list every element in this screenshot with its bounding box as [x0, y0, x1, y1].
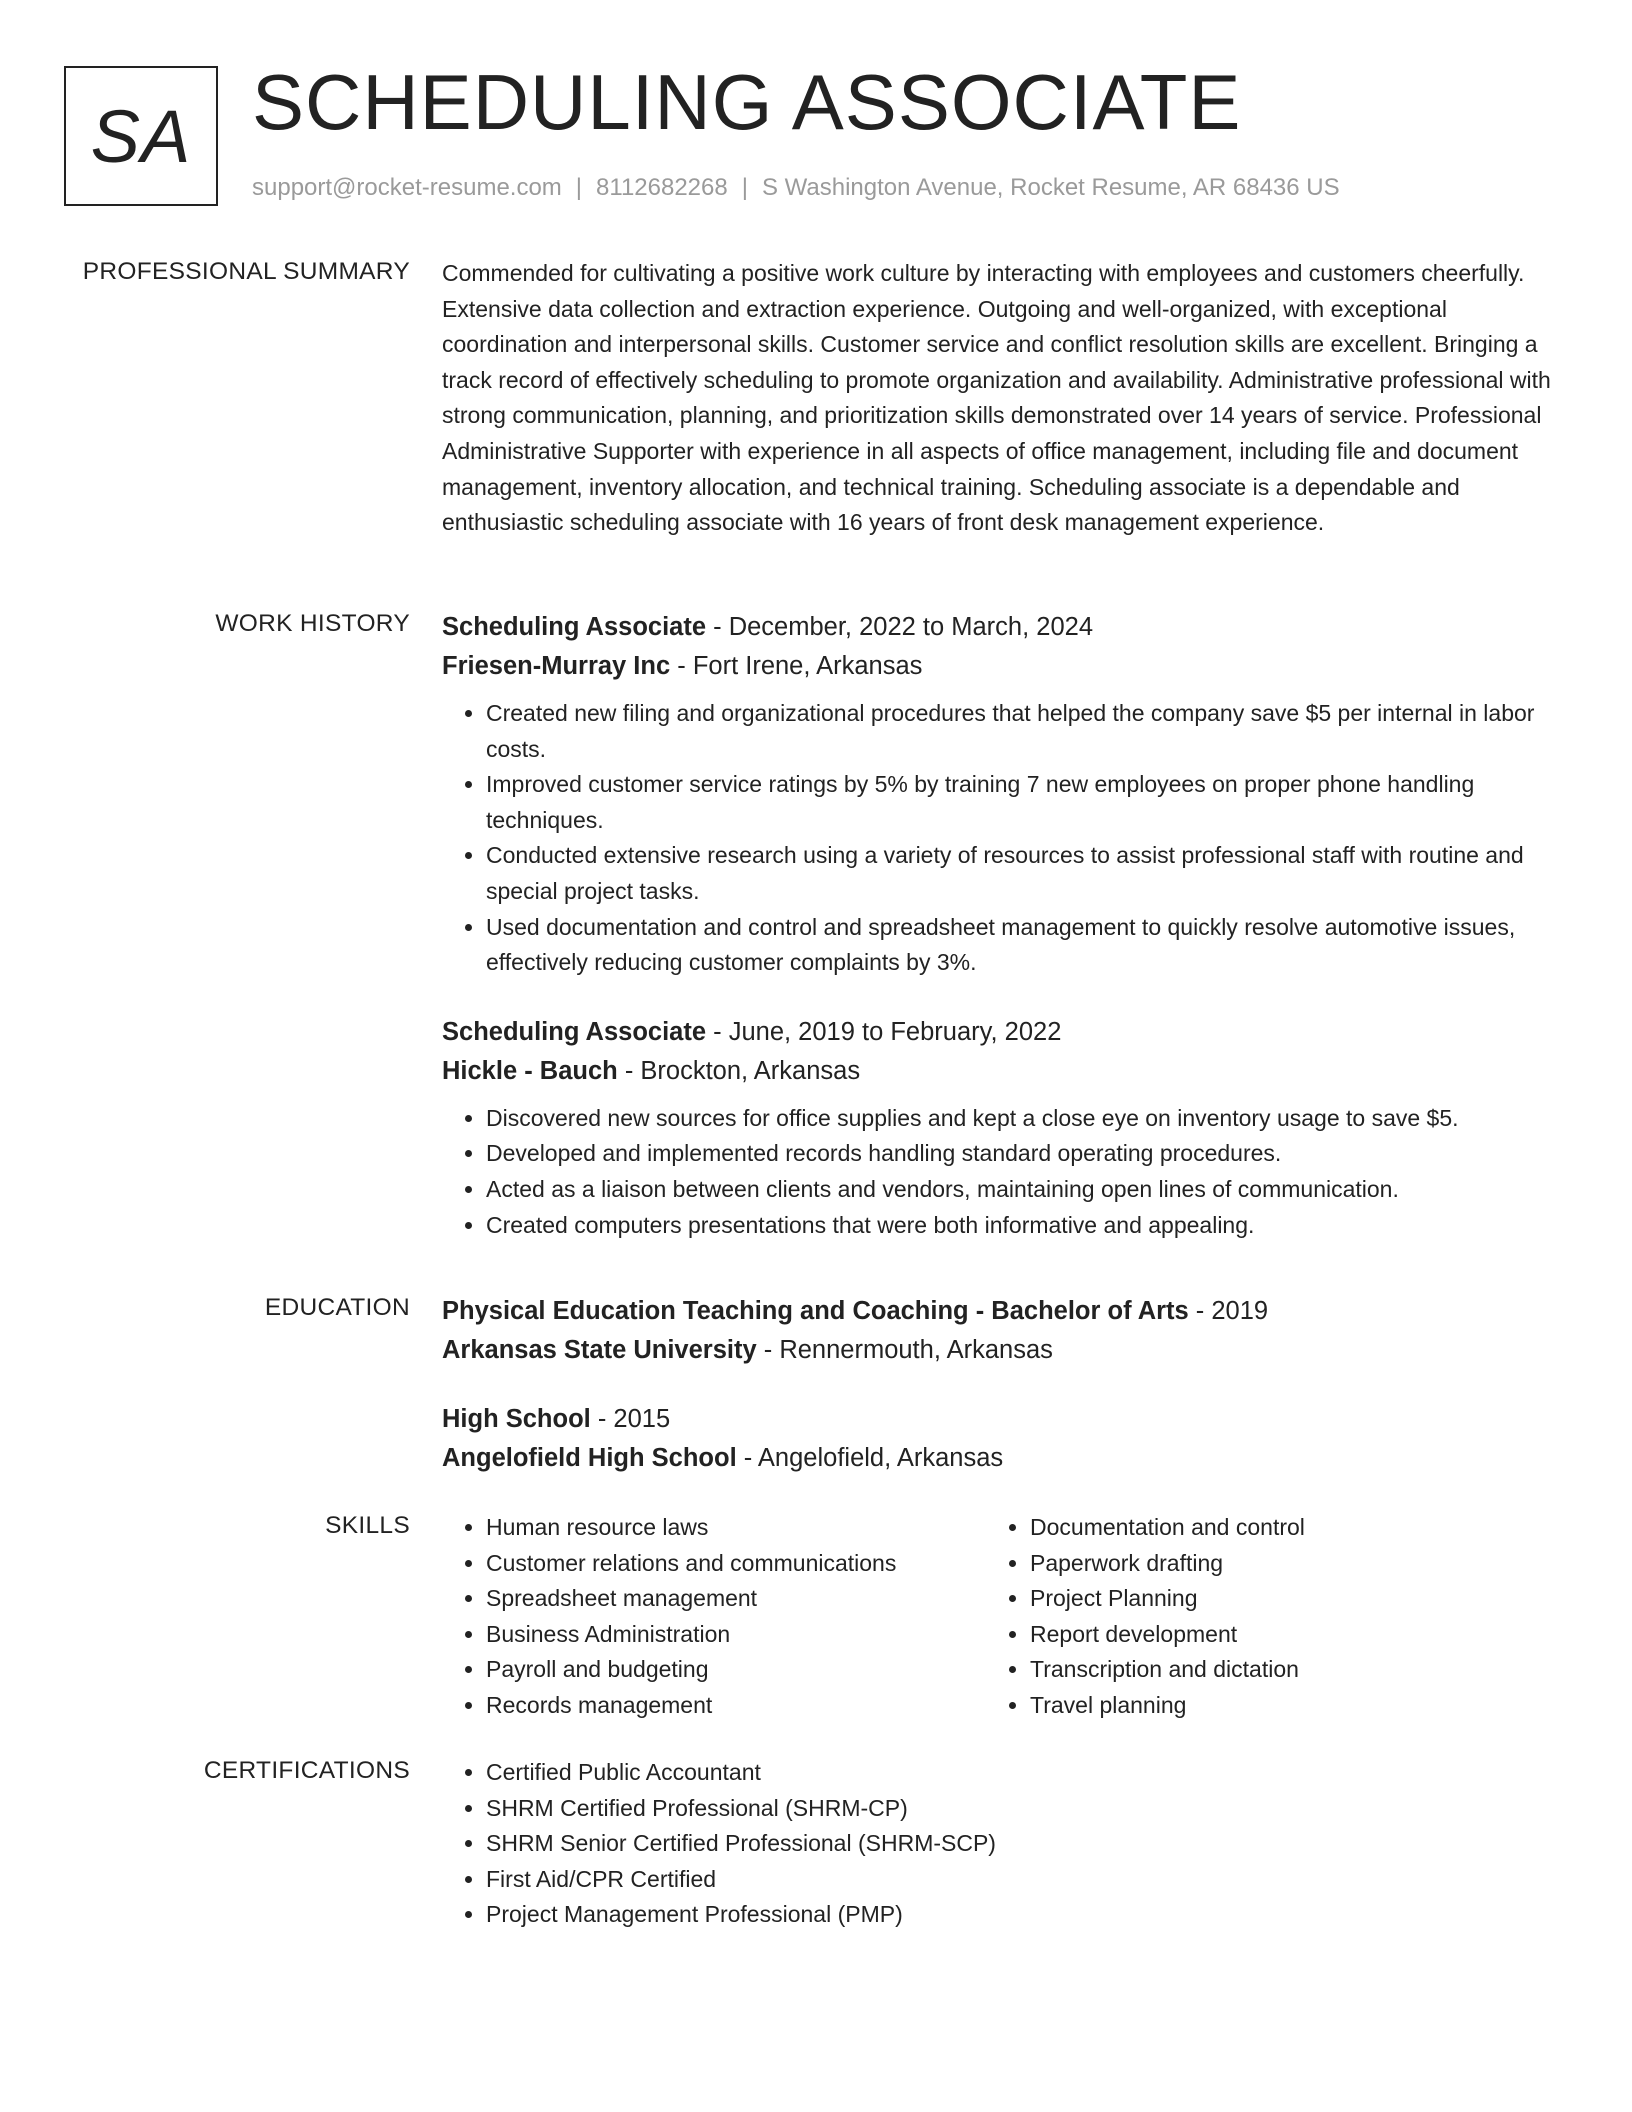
skill-item: • Transcription and dictation	[1030, 1652, 1486, 1688]
skill-item: • Documentation and control	[1030, 1510, 1486, 1546]
job-dates: - December, 2022 to March, 2024	[706, 613, 1094, 641]
education-degree-line	[442, 1400, 1552, 1439]
contact-line	[252, 172, 1340, 204]
job-entry	[442, 1013, 1552, 1243]
skill-item: • Report development	[1030, 1617, 1486, 1653]
education-degree-line	[442, 1292, 1552, 1331]
contact-separator: |	[575, 174, 583, 201]
job-location: - Fort Irene, Arkansas	[670, 652, 923, 680]
education-entry	[442, 1292, 1552, 1370]
job-bullet: • Created new filing and organizational procedures that helped the company save $5 per internal in labor costs.	[486, 696, 1552, 767]
section-label-education: EDUCATION	[264, 1294, 410, 1321]
contact-address: S Washington Avenue, Rocket Resume, AR 68436 US	[761, 174, 1340, 201]
summary-text: Commended for cultivating a positive work culture by interacting with employees and customers cheerfully. Extensive data collection and extraction experience. Outgoing and well-organized, with exceptional coordination and interpersonal skills. Customer service and conflict resolution skills are excellent. Bringing a track record of effectively scheduling to promote organization and availability. Administrative professional with strong communication, planning, and prioritization skills demonstrated over 14 years of service. Professional Administrative Supporter with experience in all aspects of office management, including file and document management, inventory allocation, and technical training. Scheduling associate is a dependable and enthusiastic scheduling associate with 16 years of front desk management experience.	[442, 260, 1551, 536]
education-location: - Angelofield, Arkansas	[736, 1444, 1004, 1472]
job-bullets	[442, 696, 1552, 981]
skill-item: • Project Planning	[1030, 1581, 1486, 1617]
certification-item: • SHRM Senior Certified Professional (SHRM-SCP)	[486, 1826, 1552, 1862]
monogram-text: SA	[90, 94, 192, 178]
work-history-body	[442, 608, 1552, 1243]
job-location: - Brockton, Arkansas	[617, 1056, 861, 1085]
monogram-badge	[64, 66, 218, 206]
contact-email: support@rocket-resume.com	[252, 174, 562, 201]
job-title: Scheduling Associate	[442, 613, 707, 641]
job-company-line	[442, 1052, 1552, 1091]
contact-phone: 8112682268	[596, 174, 728, 201]
skills-column-left	[442, 1510, 986, 1724]
education-year: - 2019	[1188, 1297, 1269, 1325]
skill-item: • Travel planning	[1030, 1688, 1486, 1724]
certification-item: • Certified Public Accountant	[486, 1755, 1552, 1791]
contact-separator: |	[741, 174, 748, 201]
job-company-line	[442, 647, 1552, 686]
job-company: Hickle - Bauch	[442, 1056, 618, 1085]
job-bullet: • Developed and implemented records handling standard operating procedures.	[486, 1136, 1552, 1172]
skill-item: • Paperwork drafting	[1030, 1546, 1486, 1582]
skill-item: • Business Administration	[486, 1617, 986, 1653]
job-title-line	[442, 608, 1552, 647]
education-body	[442, 1292, 1552, 1478]
job-bullet: • Acted as a liaison between clients and vendors, maintaining open lines of communication.	[486, 1172, 1552, 1208]
job-bullet: • Discovered new sources for office supplies and kept a close eye on inventory usage to save $5.	[486, 1101, 1552, 1137]
skills-body	[442, 1510, 1552, 1724]
job-title-line	[442, 1013, 1552, 1052]
education-school-line	[442, 1331, 1552, 1370]
certification-item: • SHRM Certified Professional (SHRM-CP)	[486, 1791, 1552, 1827]
job-bullet: • Created computers presentations that were both informative and appealing.	[486, 1208, 1552, 1244]
section-label-certifications: CERTIFICATIONS	[203, 1757, 410, 1784]
section-label-summary: PROFESSIONAL SUMMARY	[82, 258, 410, 285]
education-degree: Physical Education Teaching and Coaching - Bachelor of Arts	[442, 1297, 1189, 1325]
certifications-list	[442, 1755, 1552, 1933]
education-year: - 2015	[590, 1405, 671, 1433]
certification-item: • First Aid/CPR Certified	[486, 1862, 1552, 1898]
summary-body	[442, 256, 1552, 541]
section-label-work-history: WORK HISTORY	[215, 610, 410, 637]
skill-item: • Customer relations and communications	[486, 1546, 986, 1582]
skills-list-right	[986, 1510, 1486, 1724]
job-bullet: • Used documentation and control and spreadsheet management to quickly resolve automotive issues, effectively reducing customer complaints by 3%.	[486, 910, 1552, 981]
certification-item: • Project Management Professional (PMP)	[486, 1897, 1552, 1933]
education-school: Arkansas State University	[442, 1336, 757, 1364]
skills-column-right	[986, 1510, 1486, 1724]
job-entry	[442, 608, 1552, 981]
education-entry	[442, 1400, 1552, 1478]
skill-item: • Records management	[486, 1688, 986, 1724]
job-dates: - June, 2019 to February, 2022	[706, 1017, 1062, 1046]
skill-item: • Human resource laws	[486, 1510, 986, 1546]
resume-title: SCHEDULING ASSOCIATE	[252, 58, 1242, 146]
education-school: Angelofield High School	[442, 1444, 737, 1472]
job-bullets	[442, 1101, 1552, 1243]
education-school-line	[442, 1439, 1552, 1478]
skill-item: • Spreadsheet management	[486, 1581, 986, 1617]
education-location: - Rennermouth, Arkansas	[756, 1336, 1053, 1364]
skill-item: • Payroll and budgeting	[486, 1652, 986, 1688]
skills-columns	[442, 1510, 1552, 1724]
certifications-body	[442, 1755, 1552, 1933]
job-title: Scheduling Associate	[442, 1017, 707, 1046]
education-degree: High School	[442, 1405, 591, 1433]
job-bullet: • Improved customer service ratings by 5% by training 7 new employees on proper phone handling techniques.	[486, 767, 1552, 838]
job-company: Friesen-Murray Inc	[442, 652, 671, 680]
job-bullet: • Conducted extensive research using a variety of resources to assist professional staff with routine and special project tasks.	[486, 838, 1552, 909]
section-label-skills: SKILLS	[325, 1512, 410, 1539]
skills-list-left	[442, 1510, 986, 1724]
